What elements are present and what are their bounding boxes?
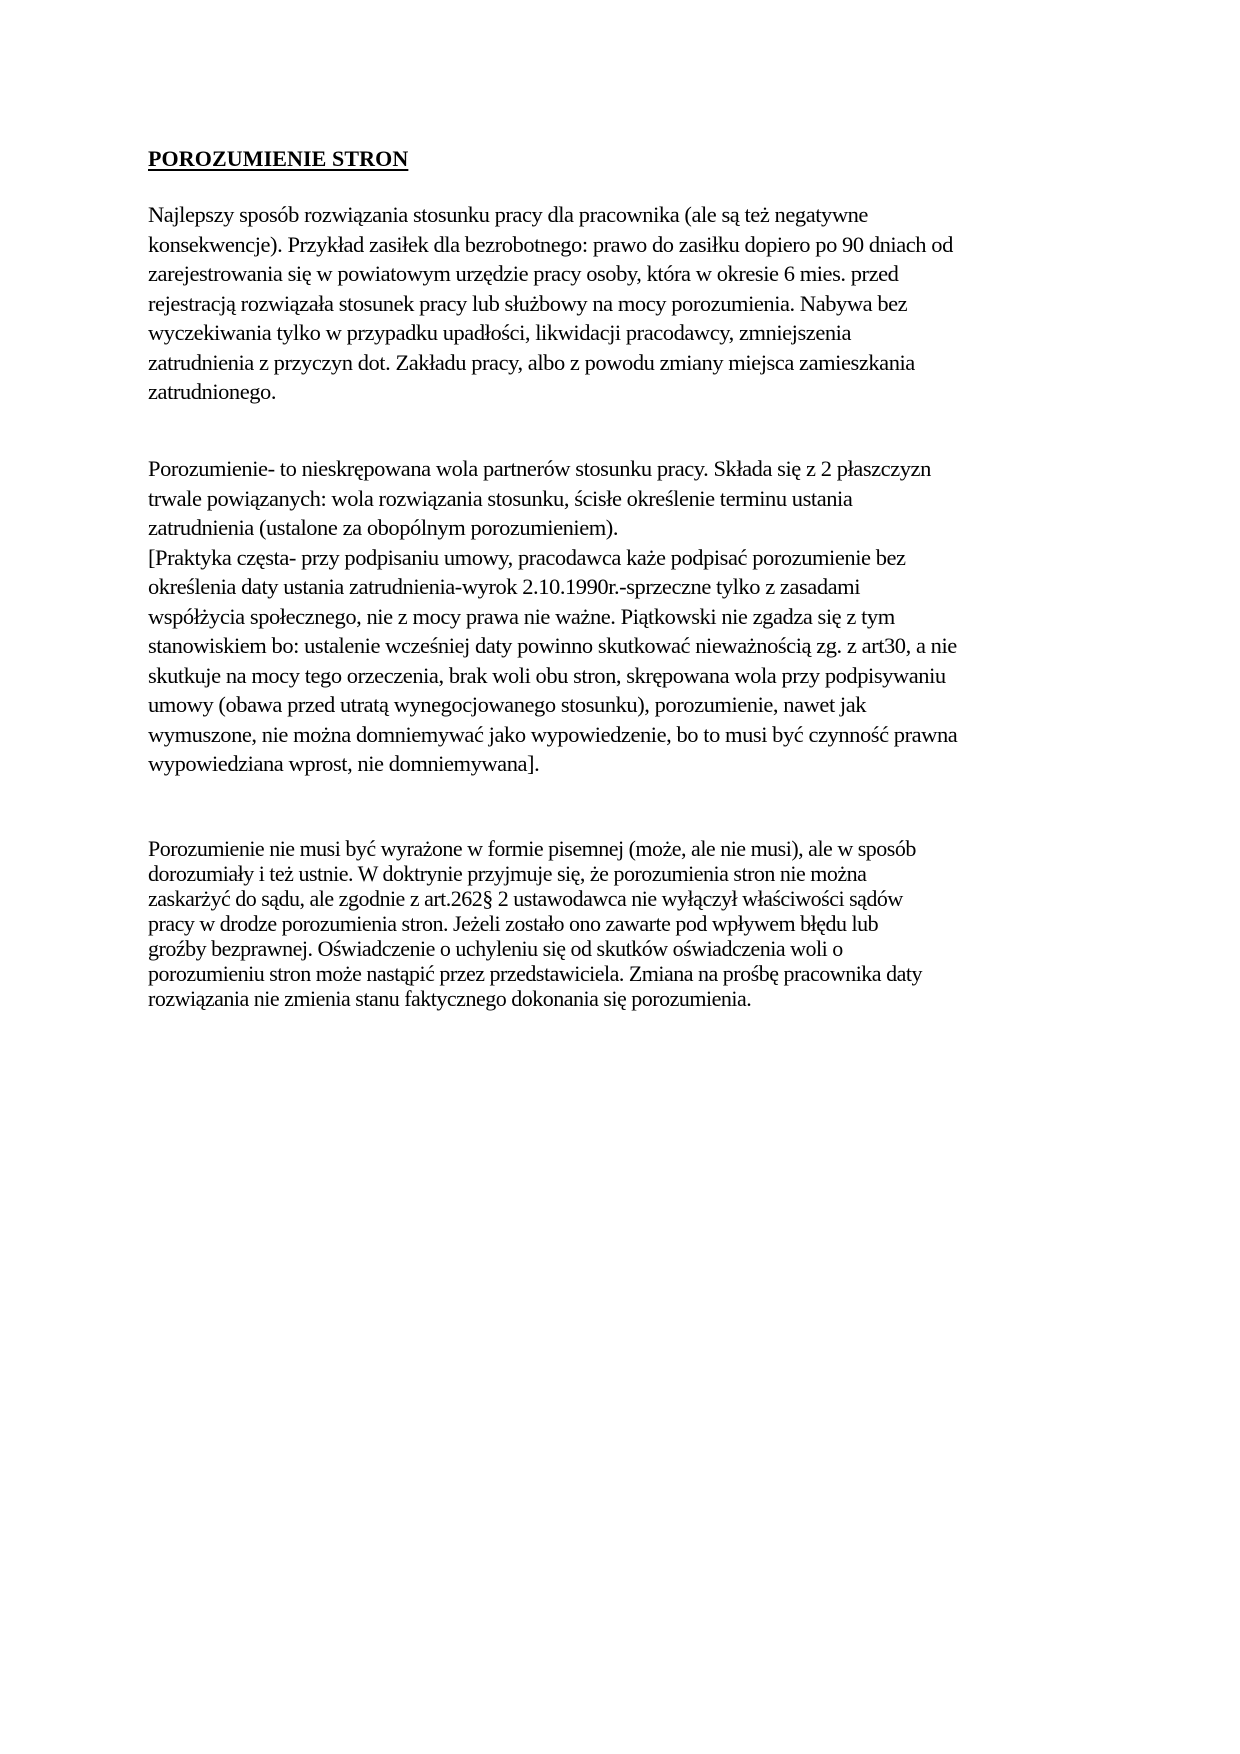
text-line: dorozumiały i też ustnie. W doktrynie przyjmuje się, że porozumienia stron nie można bbox=[148, 861, 867, 886]
text-line: określenia daty ustania zatrudnienia-wyrok 2.10.1990r.-sprzeczne tylko z zasadami bbox=[148, 574, 861, 599]
text-line: stanowiskiem bo: ustalenie wcześniej daty powinno skutkować nieważnością zg. z art30, a nie bbox=[148, 633, 957, 658]
text-line: Najlepszy sposób rozwiązania stosunku pracy dla pracownika (ale są też negatywne bbox=[148, 202, 868, 227]
text-line: Porozumienie nie musi być wyrażone w formie pisemnej (może, ale nie musi), ale w sposób bbox=[148, 836, 916, 861]
text-line: współżycia społecznego, nie z mocy prawa nie ważne. Piątkowski nie zgadza się z tym bbox=[148, 603, 895, 629]
text-line: trwale powiązanych: wola rozwiązania stosunku, ścisłe określenie terminu ustania bbox=[148, 485, 853, 511]
text-line: zatrudnienia z przyczyn dot. Zakładu pracy, albo z powodu zmiany miejsca zamieszkania bbox=[148, 349, 915, 375]
text-line: Porozumienie- to nieskrępowana wola partnerów stosunku pracy. Składa się z 2 płaszczyzn bbox=[148, 456, 931, 481]
text-line: porozumieniu stron może nastąpić przez przedstawiciela. Zmiana na prośbę pracownika daty bbox=[148, 961, 922, 986]
text-line: umowy (obawa przed utratą wynegocjowanego stosunku), porozumienie, nawet jak bbox=[148, 692, 867, 717]
text-line: konsekwencje). Przykład zasiłek dla bezrobotnego: prawo do zasiłku dopiero po 90 dniach od bbox=[148, 231, 953, 257]
paragraph-3 bbox=[148, 836, 1108, 1011]
text-line: rejestracją rozwiązała stosunek pracy lub służbowy na mocy porozumienia. Nabywa bez bbox=[148, 290, 908, 316]
paragraph-1 bbox=[148, 200, 1108, 407]
text-line: zaskarżyć do sądu, ale zgodnie z art.262§ 2 ustawodawca nie wyłączył właściwości sądów bbox=[148, 886, 903, 911]
text-line: wyczekiwania tylko w przypadku upadłości, likwidacji pracodawcy, zmniejszenia bbox=[148, 320, 852, 345]
document-title: POROZUMIENIE STRON bbox=[148, 146, 409, 171]
paragraph-2 bbox=[148, 454, 1108, 779]
text-line: wymuszone, nie można domniemywać jako wypowiedzenie, bo to musi być czynność prawna bbox=[148, 721, 958, 747]
text-line: groźby bezprawnej. Oświadczenie o uchyleniu się od skutków oświadczenia woli o bbox=[148, 936, 843, 961]
text-line: zatrudnionego. bbox=[148, 379, 277, 404]
text-line: rozwiązania nie zmienia stanu faktycznego dokonania się porozumienia. bbox=[148, 986, 752, 1011]
text-line: pracy w drodze porozumienia stron. Jeżeli zostało ono zawarte pod wpływem błędu lub bbox=[148, 911, 879, 936]
text-line: zatrudnienia (ustalone za obopólnym porozumieniem). bbox=[148, 515, 619, 540]
text-line: zarejestrowania się w powiatowym urzędzie pracy osoby, która w okresie 6 mies. przed bbox=[148, 261, 899, 286]
text-line: [Praktyka częsta- przy podpisaniu umowy, pracodawca każe podpisać porozumienie bez bbox=[148, 544, 906, 570]
text-line: wypowiedziana wprost, nie domniemywana]. bbox=[148, 751, 540, 776]
text-line: skutkuje na mocy tego orzeczenia, brak woli obu stron, skrępowana wola przy podpisywaniu bbox=[148, 662, 946, 688]
